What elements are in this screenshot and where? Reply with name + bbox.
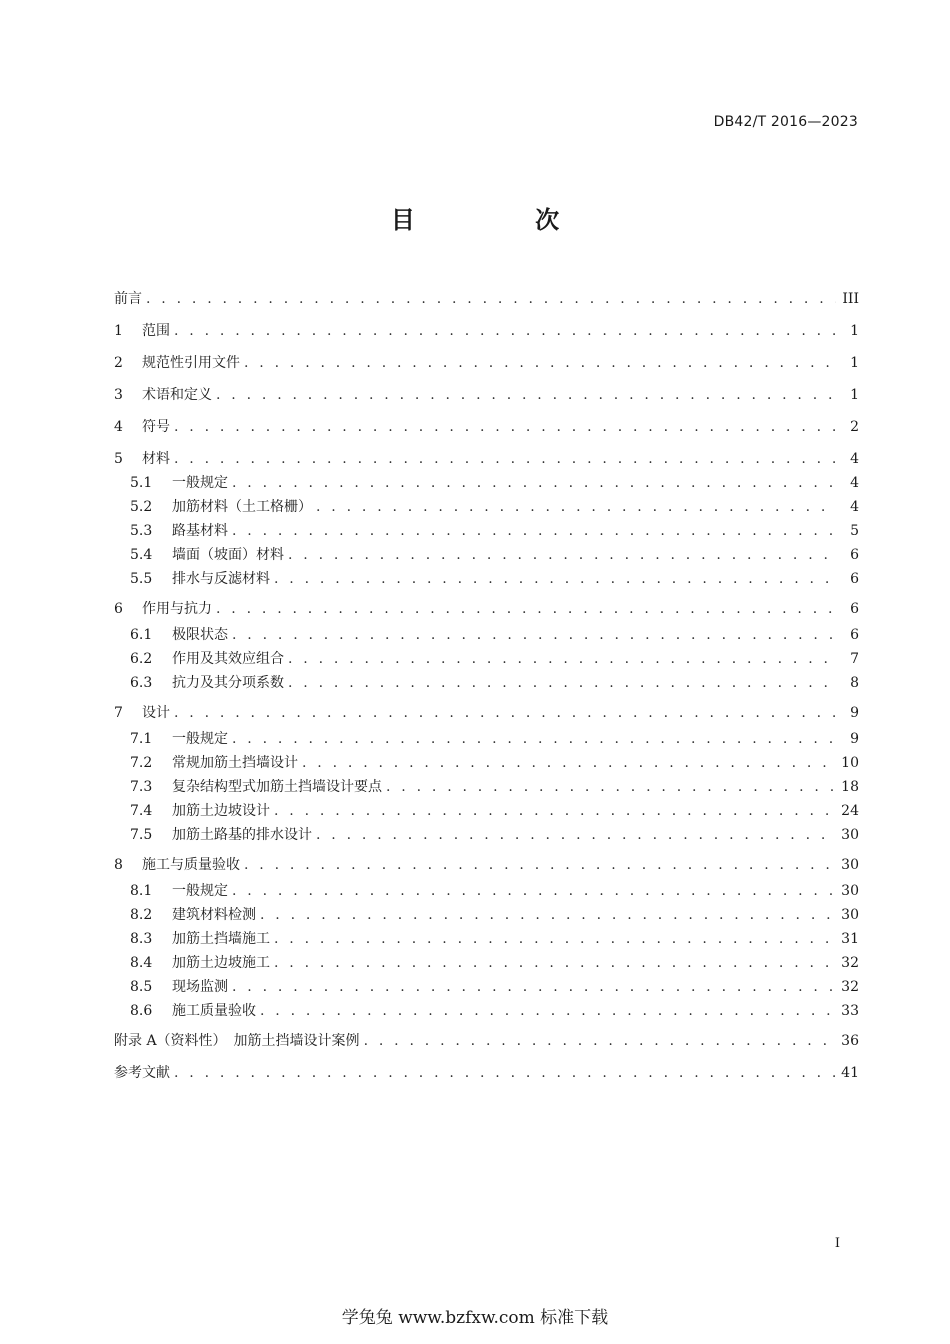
dot-leader — [274, 927, 835, 951]
dot-leader — [174, 319, 837, 343]
document-code: DB42/T 2016—2023 — [713, 114, 858, 130]
toc-entry-page: III — [842, 291, 859, 307]
toc-entry-page: 8 — [850, 675, 859, 691]
toc-entry-number: 5.4 — [130, 547, 153, 563]
toc-entry-label: 墙面（坡面）材料 — [172, 547, 284, 563]
footer-watermark: 学兔兔 www.bzfxw.com 标准下载 — [341, 1308, 609, 1328]
toc-entry[interactable] — [114, 1061, 859, 1085]
toc-entry-label: 一般规定 — [172, 883, 228, 899]
dot-leader — [288, 671, 837, 695]
toc-entry-number: 7.5 — [130, 827, 153, 843]
dot-leader — [232, 519, 837, 543]
dot-leader — [302, 751, 835, 775]
toc-entry[interactable] — [114, 879, 859, 903]
toc-entry[interactable] — [114, 751, 859, 775]
dot-leader — [146, 287, 836, 311]
toc-entry[interactable] — [114, 383, 859, 407]
toc-entry-number: 6.2 — [130, 651, 153, 667]
toc-entry-page: 30 — [841, 907, 859, 923]
toc-entry[interactable] — [114, 597, 859, 621]
toc-entry[interactable] — [114, 495, 859, 519]
toc-entry-label: 路基材料 — [172, 523, 228, 539]
dot-leader — [216, 383, 837, 407]
toc-entry-number: 2 — [114, 355, 123, 371]
toc-entry[interactable] — [114, 903, 859, 927]
toc-entry[interactable] — [114, 999, 859, 1023]
toc-entry-page: 41 — [841, 1065, 859, 1081]
toc-entry-number: 5.1 — [130, 475, 153, 491]
toc-entry-number: 5.5 — [130, 571, 153, 587]
toc-entry-number: 8 — [114, 857, 123, 873]
toc-entry[interactable] — [114, 447, 859, 471]
toc-entry-label: 极限状态 — [172, 627, 228, 643]
toc-entry-label: 施工质量验收 — [172, 1003, 256, 1019]
toc-entry-page: 32 — [841, 955, 859, 971]
toc-entry-label: 作用与抗力 — [142, 601, 212, 617]
toc-entry-number: 6.3 — [130, 675, 153, 691]
toc-entry-label: 加筋土挡墙施工 — [172, 931, 270, 947]
toc-entry[interactable] — [114, 823, 859, 847]
toc-entry-page: 6 — [850, 627, 859, 643]
toc-entry-page: 6 — [850, 601, 859, 617]
toc-entry-page: 10 — [841, 755, 859, 771]
toc-entry-label: 符号 — [142, 419, 170, 435]
toc-entry-page: 2 — [850, 419, 859, 435]
toc-entry-label: 施工与质量验收 — [142, 857, 240, 873]
toc-entry-label: 前言 — [114, 291, 142, 307]
toc-entry-number: 5.3 — [130, 523, 153, 539]
toc-entry-number: 8.6 — [130, 1003, 153, 1019]
toc-entry-number: 7.4 — [130, 803, 153, 819]
dot-leader — [274, 799, 835, 823]
toc-entry-page: 6 — [850, 571, 859, 587]
dot-leader — [364, 1029, 836, 1053]
toc-entry-number: 7.3 — [130, 779, 153, 795]
toc-entry[interactable] — [114, 647, 859, 671]
toc-entry[interactable] — [114, 975, 859, 999]
toc-entry-number: 4 — [114, 419, 123, 435]
toc-entry-label: 材料 — [142, 451, 170, 467]
toc-entry[interactable] — [114, 471, 859, 495]
toc-entry-number: 3 — [114, 387, 123, 403]
toc-entry-label: 一般规定 — [172, 475, 228, 491]
toc-entry[interactable] — [114, 951, 859, 975]
dot-leader — [232, 623, 837, 647]
toc-entry-page: 4 — [850, 499, 859, 515]
toc-entry-number: 6.1 — [130, 627, 153, 643]
dot-leader — [244, 853, 835, 877]
dot-leader — [260, 903, 835, 927]
toc-entry[interactable] — [114, 543, 859, 567]
toc-entry-label: 加筋材料（土工格栅） — [172, 499, 312, 515]
toc-entry-label: 抗力及其分项系数 — [172, 675, 284, 691]
toc-entry-number: 7 — [114, 705, 123, 721]
toc-entry[interactable] — [114, 567, 859, 591]
toc-entry-number: 8.5 — [130, 979, 153, 995]
toc-entry-page: 6 — [850, 547, 859, 563]
toc-entry-page: 33 — [841, 1003, 859, 1019]
toc-entry-number: 7.2 — [130, 755, 153, 771]
toc-entry[interactable] — [114, 799, 859, 823]
toc-entry[interactable] — [114, 623, 859, 647]
toc-entry[interactable] — [114, 853, 859, 877]
toc-entry-page: 1 — [850, 355, 859, 371]
dot-leader — [174, 447, 837, 471]
toc-title: 目 次 — [390, 206, 616, 234]
toc-entry-label: 参考文献 — [114, 1065, 170, 1081]
toc-entry-number: 8.1 — [130, 883, 153, 899]
dot-leader — [232, 727, 837, 751]
toc-entry-number: 1 — [114, 323, 123, 339]
dot-leader — [316, 823, 835, 847]
toc-entry-label: 复杂结构型式加筋土挡墙设计要点 — [172, 779, 382, 795]
toc-entry-label: 常规加筋土挡墙设计 — [172, 755, 298, 771]
dot-leader — [288, 647, 837, 671]
toc-entry-page: 9 — [850, 705, 859, 721]
dot-leader — [274, 567, 837, 591]
toc-entry[interactable] — [114, 351, 859, 375]
toc-entry-page: 4 — [850, 451, 859, 467]
toc-entry[interactable] — [114, 287, 859, 311]
dot-leader — [232, 975, 835, 999]
toc-entry-label: 范围 — [142, 323, 170, 339]
toc-entry-page: 30 — [841, 827, 859, 843]
toc-entry-page: 36 — [841, 1033, 859, 1049]
toc-entry[interactable] — [114, 927, 859, 951]
dot-leader — [174, 415, 837, 439]
toc-entry-number: 5.2 — [130, 499, 153, 515]
toc-entry-page: 1 — [850, 323, 859, 339]
toc-entry[interactable] — [114, 671, 859, 695]
toc-entry[interactable] — [114, 1029, 859, 1053]
toc-entry-label: 设计 — [142, 705, 170, 721]
dot-leader — [288, 543, 837, 567]
dot-leader — [232, 471, 837, 495]
toc-entry[interactable] — [114, 415, 859, 439]
toc-entry-label: 加筋土边坡设计 — [172, 803, 270, 819]
toc-entry-page: 9 — [850, 731, 859, 747]
dot-leader — [260, 999, 835, 1023]
dot-leader — [274, 951, 835, 975]
toc-entry-page: 30 — [841, 883, 859, 899]
dot-leader — [316, 495, 837, 519]
toc-entry-page: 18 — [841, 779, 859, 795]
toc-entry[interactable] — [114, 727, 859, 751]
toc-entry-page: 32 — [841, 979, 859, 995]
toc-entry[interactable] — [114, 775, 859, 799]
toc-entry-page: 30 — [841, 857, 859, 873]
toc-entry[interactable] — [114, 701, 859, 725]
toc-entry-label: 作用及其效应组合 — [172, 651, 284, 667]
dot-leader — [216, 597, 837, 621]
toc-entry-label: 建筑材料检测 — [172, 907, 256, 923]
dot-leader — [174, 1061, 835, 1085]
toc-entry-number: 5 — [114, 451, 123, 467]
dot-leader — [232, 879, 835, 903]
toc-entry-number: 8.3 — [130, 931, 153, 947]
toc-entry-label: 现场监测 — [172, 979, 228, 995]
toc-entry-page: 5 — [850, 523, 859, 539]
toc-entry-page: 24 — [841, 803, 859, 819]
toc-entry-label: 加筋土路基的排水设计 — [172, 827, 312, 843]
toc-entry-label: 术语和定义 — [142, 387, 212, 403]
toc-entry-page: 7 — [850, 651, 859, 667]
dot-leader — [386, 775, 835, 799]
dot-leader — [244, 351, 837, 375]
toc-entry[interactable] — [114, 319, 859, 343]
toc-entry-label: 加筋土边坡施工 — [172, 955, 270, 971]
toc-entry-number: 7.1 — [130, 731, 153, 747]
toc-entry-page: 31 — [841, 931, 859, 947]
toc-entry-number: 8.2 — [130, 907, 153, 923]
toc-entry-page: 4 — [850, 475, 859, 491]
toc-entry-number: 6 — [114, 601, 123, 617]
toc-entry-label: 排水与反滤材料 — [172, 571, 270, 587]
toc-entry-label: 规范性引用文件 — [142, 355, 240, 371]
dot-leader — [174, 701, 837, 725]
toc-entry-number: 8.4 — [130, 955, 153, 971]
toc-entry-label: 附录 A（资料性） 加筋土挡墙设计案例 — [114, 1033, 360, 1049]
toc-entry-label: 一般规定 — [172, 731, 228, 747]
toc-entry[interactable] — [114, 519, 859, 543]
page-number: I — [834, 1236, 840, 1251]
toc-entry-page: 1 — [850, 387, 859, 403]
